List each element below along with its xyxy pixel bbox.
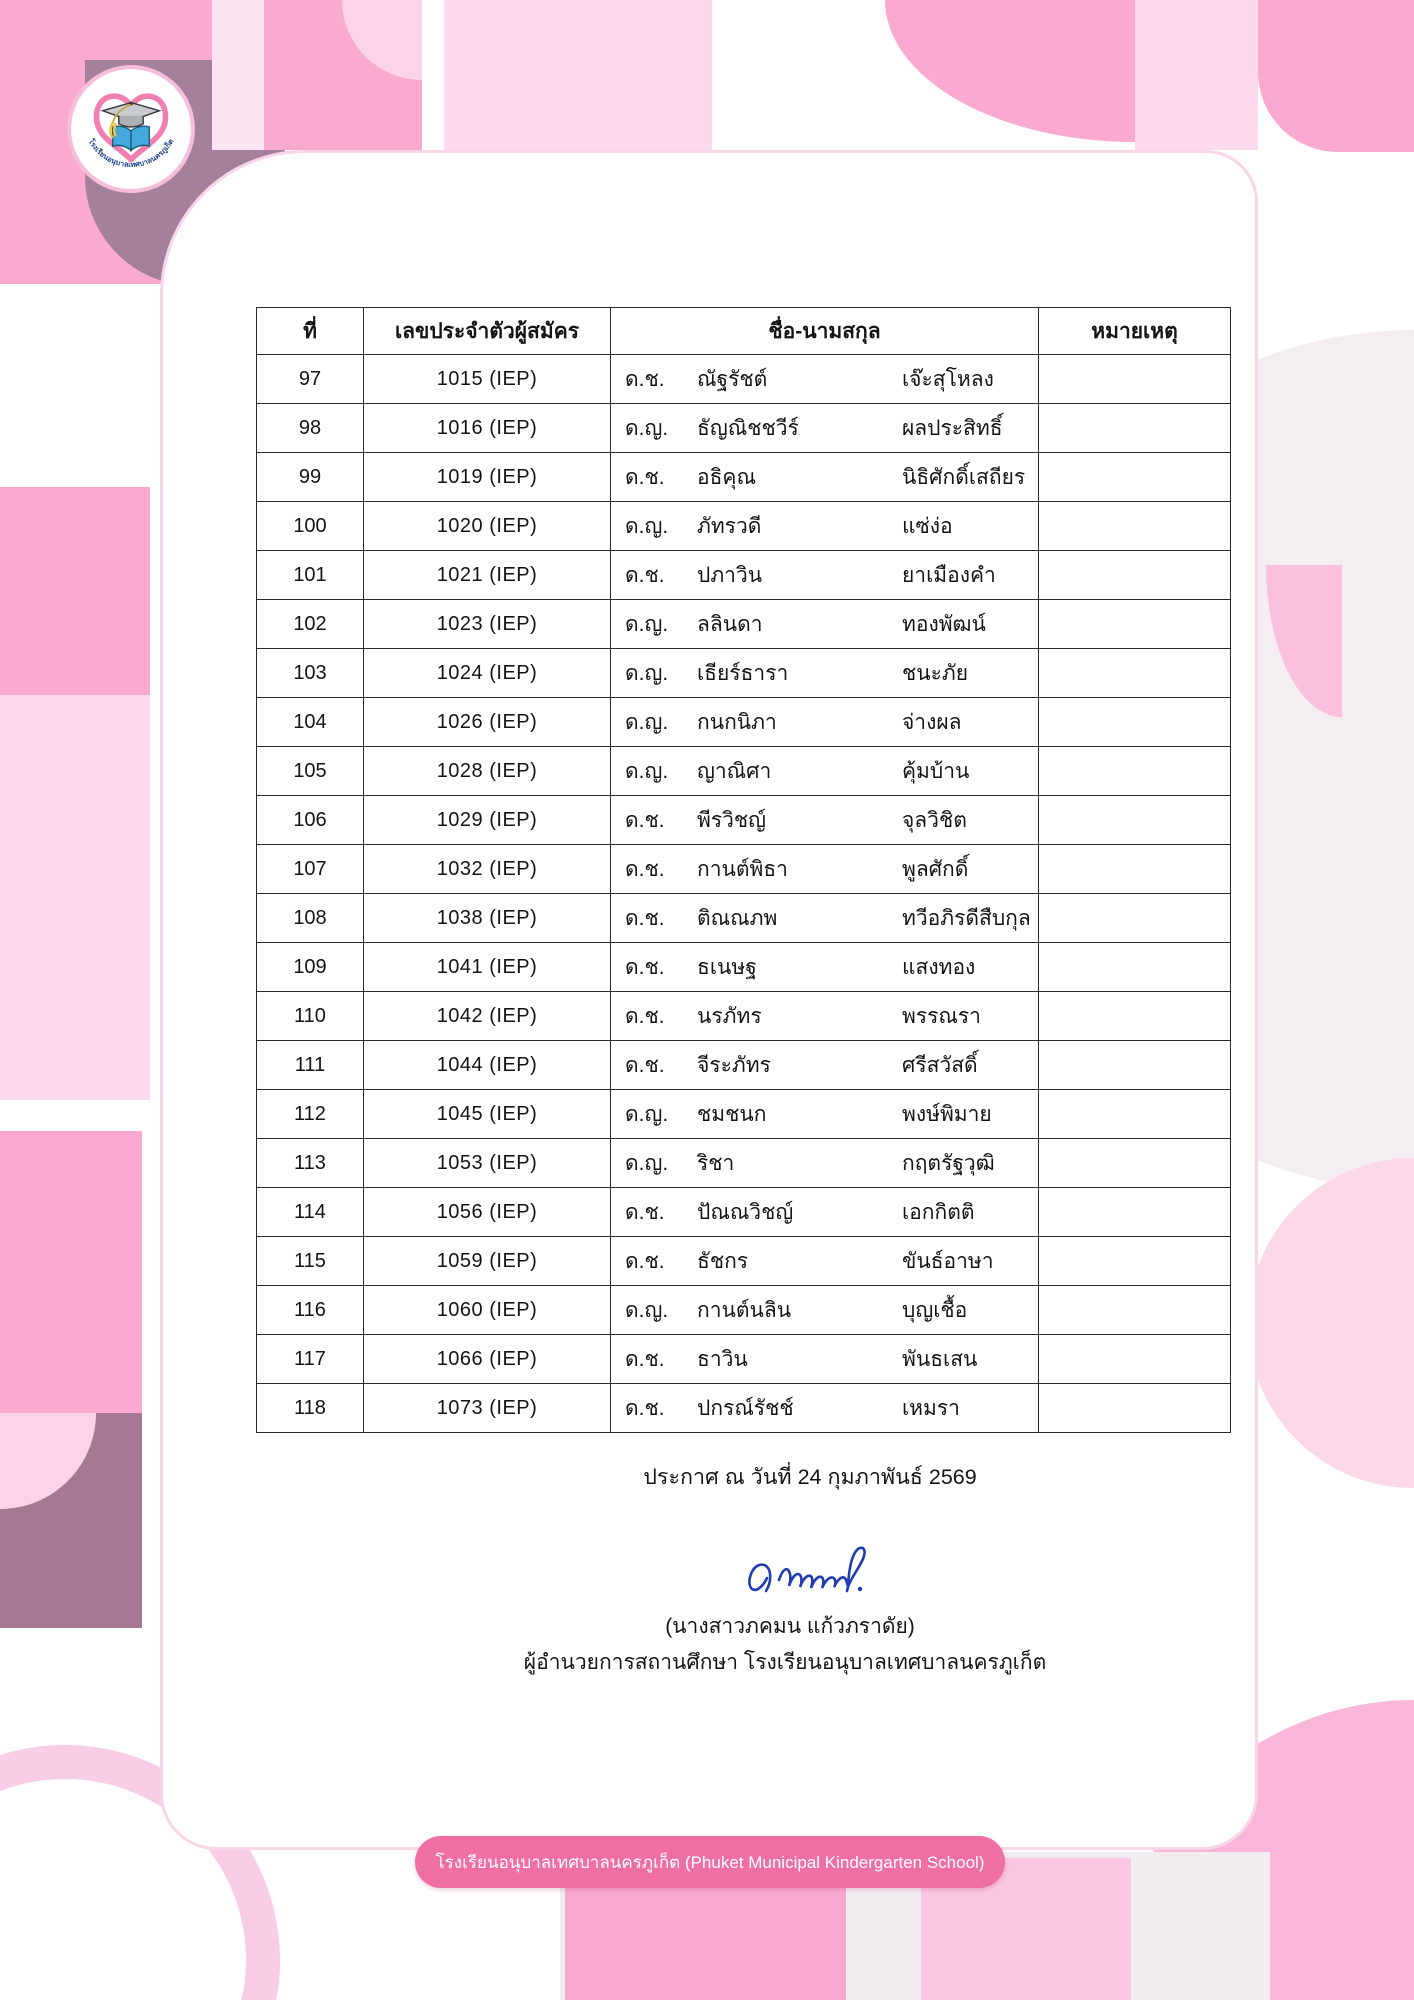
last-name: พันธเสน xyxy=(902,1347,978,1371)
header-name: ชื่อ-นามสกุล xyxy=(611,308,1039,355)
bg-topright-pink-corner xyxy=(1258,0,1414,152)
remark-cell xyxy=(1039,1139,1231,1188)
last-name: พงษ์พิมาย xyxy=(902,1102,992,1126)
name-prefix: ด.ช. xyxy=(625,1200,665,1224)
row-number: 102 xyxy=(257,600,364,649)
last-name: ชนะภัย xyxy=(902,661,969,685)
applicant-id: 1045 (IEP) xyxy=(364,1090,611,1139)
name-prefix: ด.ญ. xyxy=(625,1298,669,1322)
row-number: 115 xyxy=(257,1237,364,1286)
applicant-name xyxy=(611,404,1039,453)
row-number: 107 xyxy=(257,845,364,894)
applicant-name xyxy=(611,698,1039,747)
table-row xyxy=(257,1041,1231,1090)
remark-cell xyxy=(1039,355,1231,404)
row-number: 118 xyxy=(257,1384,364,1433)
name-prefix: ด.ญ. xyxy=(625,514,669,538)
row-number: 106 xyxy=(257,796,364,845)
logo-curved-text: โรงเรียนอนุบาลเทศบาลนครภูเก็ต xyxy=(86,137,176,169)
applicant-name xyxy=(611,600,1039,649)
applicant-name xyxy=(611,943,1039,992)
name-prefix: ด.ช. xyxy=(625,1053,665,1077)
name-prefix: ด.ช. xyxy=(625,1347,665,1371)
applicant-table xyxy=(256,307,1231,1433)
last-name: กฤตรัฐวุฒิ xyxy=(902,1151,995,1175)
applicant-name xyxy=(611,1237,1039,1286)
first-name: ธัชกร xyxy=(697,1249,749,1273)
remark-cell xyxy=(1039,747,1231,796)
table-row xyxy=(257,1188,1231,1237)
table-row xyxy=(257,600,1231,649)
applicant-name xyxy=(611,1286,1039,1335)
bg-top-pale-strip xyxy=(212,0,264,150)
last-name: เจ๊ะสุโหลง xyxy=(902,367,994,391)
first-name: ภัทรวดี xyxy=(697,514,762,538)
applicant-id: 1016 (IEP) xyxy=(364,404,611,453)
applicant-id: 1019 (IEP) xyxy=(364,453,611,502)
applicant-name xyxy=(611,1188,1039,1237)
table-body xyxy=(257,355,1231,1433)
first-name: จีระภัทร xyxy=(697,1053,771,1077)
last-name: จ่างผล xyxy=(902,710,962,734)
applicant-name xyxy=(611,453,1039,502)
footer-school-banner xyxy=(415,1836,1005,1888)
applicant-name xyxy=(611,796,1039,845)
table-row xyxy=(257,404,1231,453)
last-name: นิธิศักดิ์เสถียร xyxy=(902,465,1026,489)
first-name: พีรวิชญ์ xyxy=(697,808,767,832)
row-number: 108 xyxy=(257,894,364,943)
last-name: ทวีอภิรดีสืบกุล xyxy=(902,906,1031,930)
bg-top-pink-quarter xyxy=(885,0,1135,142)
remark-cell xyxy=(1039,551,1231,600)
remark-cell xyxy=(1039,404,1231,453)
table-row xyxy=(257,551,1231,600)
applicant-id: 1028 (IEP) xyxy=(364,747,611,796)
applicant-id: 1015 (IEP) xyxy=(364,355,611,404)
first-name: ปภาวิน xyxy=(697,563,763,587)
bg-right-pink-circle xyxy=(1248,1158,1414,1488)
table-row xyxy=(257,355,1231,404)
first-name: ธาวิน xyxy=(697,1347,748,1371)
applicant-name xyxy=(611,1335,1039,1384)
signer-title: ผู้อำนวยการสถานศึกษา โรงเรียนอนุบาลเทศบาลนครภูเก็ต xyxy=(523,1651,1047,1674)
applicant-name xyxy=(611,649,1039,698)
announcement-date-line: ประกาศ ณ วันที่ 24 กุมภาพันธ์ 2569 xyxy=(643,1465,977,1489)
row-number: 111 xyxy=(257,1041,364,1090)
first-name: ธเนษฐ xyxy=(697,955,757,979)
name-prefix: ด.ช. xyxy=(625,1004,665,1028)
row-number: 112 xyxy=(257,1090,364,1139)
table-row xyxy=(257,1237,1231,1286)
name-prefix: ด.ช. xyxy=(625,955,665,979)
applicant-id: 1060 (IEP) xyxy=(364,1286,611,1335)
row-number: 97 xyxy=(257,355,364,404)
last-name: ขันธ์อาษา xyxy=(902,1249,994,1273)
graduation-cap-base xyxy=(119,116,143,127)
applicant-id: 1021 (IEP) xyxy=(364,551,611,600)
last-name: ผลประสิทธิ์ xyxy=(902,416,1003,440)
first-name: ริชา xyxy=(697,1151,735,1175)
row-number: 116 xyxy=(257,1286,364,1335)
header-no: ที่ xyxy=(257,308,364,355)
first-name: ชมชนก xyxy=(697,1102,767,1126)
last-name: คุ้มบ้าน xyxy=(902,759,970,783)
bg-left-pink-block2 xyxy=(0,487,150,695)
applicant-id: 1024 (IEP) xyxy=(364,649,611,698)
name-prefix: ด.ช. xyxy=(625,808,665,832)
name-prefix: ด.ญ. xyxy=(625,759,669,783)
remark-cell xyxy=(1039,600,1231,649)
name-prefix: ด.ช. xyxy=(625,465,665,489)
name-prefix: ด.ญ. xyxy=(625,416,669,440)
name-prefix: ด.ญ. xyxy=(625,612,669,636)
row-number: 117 xyxy=(257,1335,364,1384)
first-name: ติณณภพ xyxy=(697,906,778,930)
last-name: แสงทอง xyxy=(902,955,976,979)
applicant-id: 1038 (IEP) xyxy=(364,894,611,943)
row-number: 99 xyxy=(257,453,364,502)
first-name: ญาณิศา xyxy=(697,759,772,783)
row-number: 113 xyxy=(257,1139,364,1188)
applicant-name xyxy=(611,747,1039,796)
table-row xyxy=(257,1286,1231,1335)
last-name: เหมรา xyxy=(902,1396,960,1420)
remark-cell xyxy=(1039,796,1231,845)
last-name: พรรณรา xyxy=(902,1004,981,1028)
remark-cell xyxy=(1039,1286,1231,1335)
table-row xyxy=(257,649,1231,698)
remark-cell xyxy=(1039,649,1231,698)
bg-left-pink-block3 xyxy=(0,1131,142,1413)
table-row xyxy=(257,845,1231,894)
applicant-id: 1020 (IEP) xyxy=(364,502,611,551)
applicant-name xyxy=(611,845,1039,894)
signer-name: (นางสาวภคมน แก้วภราดัย) xyxy=(665,1615,915,1638)
applicant-id: 1073 (IEP) xyxy=(364,1384,611,1433)
row-number: 104 xyxy=(257,698,364,747)
applicant-id: 1023 (IEP) xyxy=(364,600,611,649)
table-row xyxy=(257,747,1231,796)
remark-cell xyxy=(1039,1384,1231,1433)
last-name: ยาเมืองคำ xyxy=(902,563,996,587)
row-number: 105 xyxy=(257,747,364,796)
applicant-name xyxy=(611,551,1039,600)
first-name: ปัณณวิชญ์ xyxy=(697,1200,794,1224)
table-row xyxy=(257,502,1231,551)
table-row xyxy=(257,453,1231,502)
first-name: ณัฐรัชต์ xyxy=(697,367,768,391)
remark-cell xyxy=(1039,1041,1231,1090)
applicant-name xyxy=(611,894,1039,943)
header-remark: หมายเหตุ xyxy=(1039,308,1231,355)
remark-cell xyxy=(1039,1335,1231,1384)
remark-cell xyxy=(1039,1237,1231,1286)
applicant-name xyxy=(611,1041,1039,1090)
applicant-id: 1044 (IEP) xyxy=(364,1041,611,1090)
name-prefix: ด.ช. xyxy=(625,1249,665,1273)
first-name: กานต์นลิน xyxy=(697,1298,792,1322)
applicant-name xyxy=(611,992,1039,1041)
remark-cell xyxy=(1039,992,1231,1041)
applicant-id: 1042 (IEP) xyxy=(364,992,611,1041)
table-row xyxy=(257,1139,1231,1188)
bg-left-lightpink-block xyxy=(0,695,150,1100)
bg-top-lightpink-right xyxy=(1135,0,1258,150)
name-prefix: ด.ช. xyxy=(625,1396,665,1420)
table-header-row xyxy=(257,308,1231,355)
applicant-name xyxy=(611,1384,1039,1433)
row-number: 110 xyxy=(257,992,364,1041)
table-row xyxy=(257,894,1231,943)
row-number: 100 xyxy=(257,502,364,551)
first-name: กนกนิภา xyxy=(697,710,777,734)
first-name: ปกรณ์รัชช์ xyxy=(697,1396,794,1420)
first-name: ธัญณิชชวีร์ xyxy=(697,416,799,440)
table-row xyxy=(257,1384,1231,1433)
name-prefix: ด.ญ. xyxy=(625,710,669,734)
applicant-name xyxy=(611,1090,1039,1139)
name-prefix: ด.ช. xyxy=(625,906,665,930)
first-name: เธียร์ธารา xyxy=(697,661,789,685)
applicant-name xyxy=(611,355,1039,404)
name-prefix: ด.ช. xyxy=(625,563,665,587)
applicant-id: 1029 (IEP) xyxy=(364,796,611,845)
last-name: เอกกิตติ xyxy=(902,1200,975,1224)
first-name: ลลินดา xyxy=(697,612,763,636)
row-number: 101 xyxy=(257,551,364,600)
first-name: อธิคุณ xyxy=(697,465,756,489)
table-row xyxy=(257,698,1231,747)
first-name: กานต์พิธา xyxy=(697,857,788,881)
school-logo xyxy=(66,64,196,194)
header-applicant-id: เลขประจำตัวผู้สมัคร xyxy=(364,308,611,355)
remark-cell xyxy=(1039,698,1231,747)
table-row xyxy=(257,796,1231,845)
applicant-id: 1041 (IEP) xyxy=(364,943,611,992)
remark-cell xyxy=(1039,1090,1231,1139)
applicant-id: 1056 (IEP) xyxy=(364,1188,611,1237)
row-number: 114 xyxy=(257,1188,364,1237)
name-prefix: ด.ญ. xyxy=(625,1151,669,1175)
row-number: 109 xyxy=(257,943,364,992)
remark-cell xyxy=(1039,502,1231,551)
bg-top-lightpink-block xyxy=(444,0,712,150)
applicant-name xyxy=(611,1139,1039,1188)
name-prefix: ด.ญ. xyxy=(625,661,669,685)
last-name: บุญเชื้อ xyxy=(902,1298,968,1322)
remark-cell xyxy=(1039,943,1231,992)
table-row xyxy=(257,1090,1231,1139)
row-number: 98 xyxy=(257,404,364,453)
remark-cell xyxy=(1039,894,1231,943)
table-row xyxy=(257,992,1231,1041)
name-prefix: ด.ญ. xyxy=(625,1102,669,1126)
applicant-id: 1026 (IEP) xyxy=(364,698,611,747)
signature-handwriting xyxy=(745,1520,905,1610)
last-name: ศรีสวัสดิ์ xyxy=(902,1053,978,1077)
applicant-id: 1066 (IEP) xyxy=(364,1335,611,1384)
last-name: พูลศักดิ์ xyxy=(902,857,969,881)
applicant-id: 1053 (IEP) xyxy=(364,1139,611,1188)
footer-school-label: โรงเรียนอนุบาลเทศบาลนครภูเก็ต (Phuket Municipal Kindergarten School) xyxy=(435,1852,985,1872)
applicant-name xyxy=(611,502,1039,551)
remark-cell xyxy=(1039,845,1231,894)
remark-cell xyxy=(1039,453,1231,502)
applicant-id: 1059 (IEP) xyxy=(364,1237,611,1286)
table-row xyxy=(257,943,1231,992)
applicant-id: 1032 (IEP) xyxy=(364,845,611,894)
table-row xyxy=(257,1335,1231,1384)
last-name: จุลวิชิต xyxy=(902,808,967,832)
remark-cell xyxy=(1039,1188,1231,1237)
row-number: 103 xyxy=(257,649,364,698)
last-name: ทองพัฒน์ xyxy=(902,612,986,636)
first-name: นรภัทร xyxy=(697,1004,762,1028)
name-prefix: ด.ช. xyxy=(625,367,665,391)
last-name: แซ่ง่อ xyxy=(902,514,953,538)
name-prefix: ด.ช. xyxy=(625,857,665,881)
